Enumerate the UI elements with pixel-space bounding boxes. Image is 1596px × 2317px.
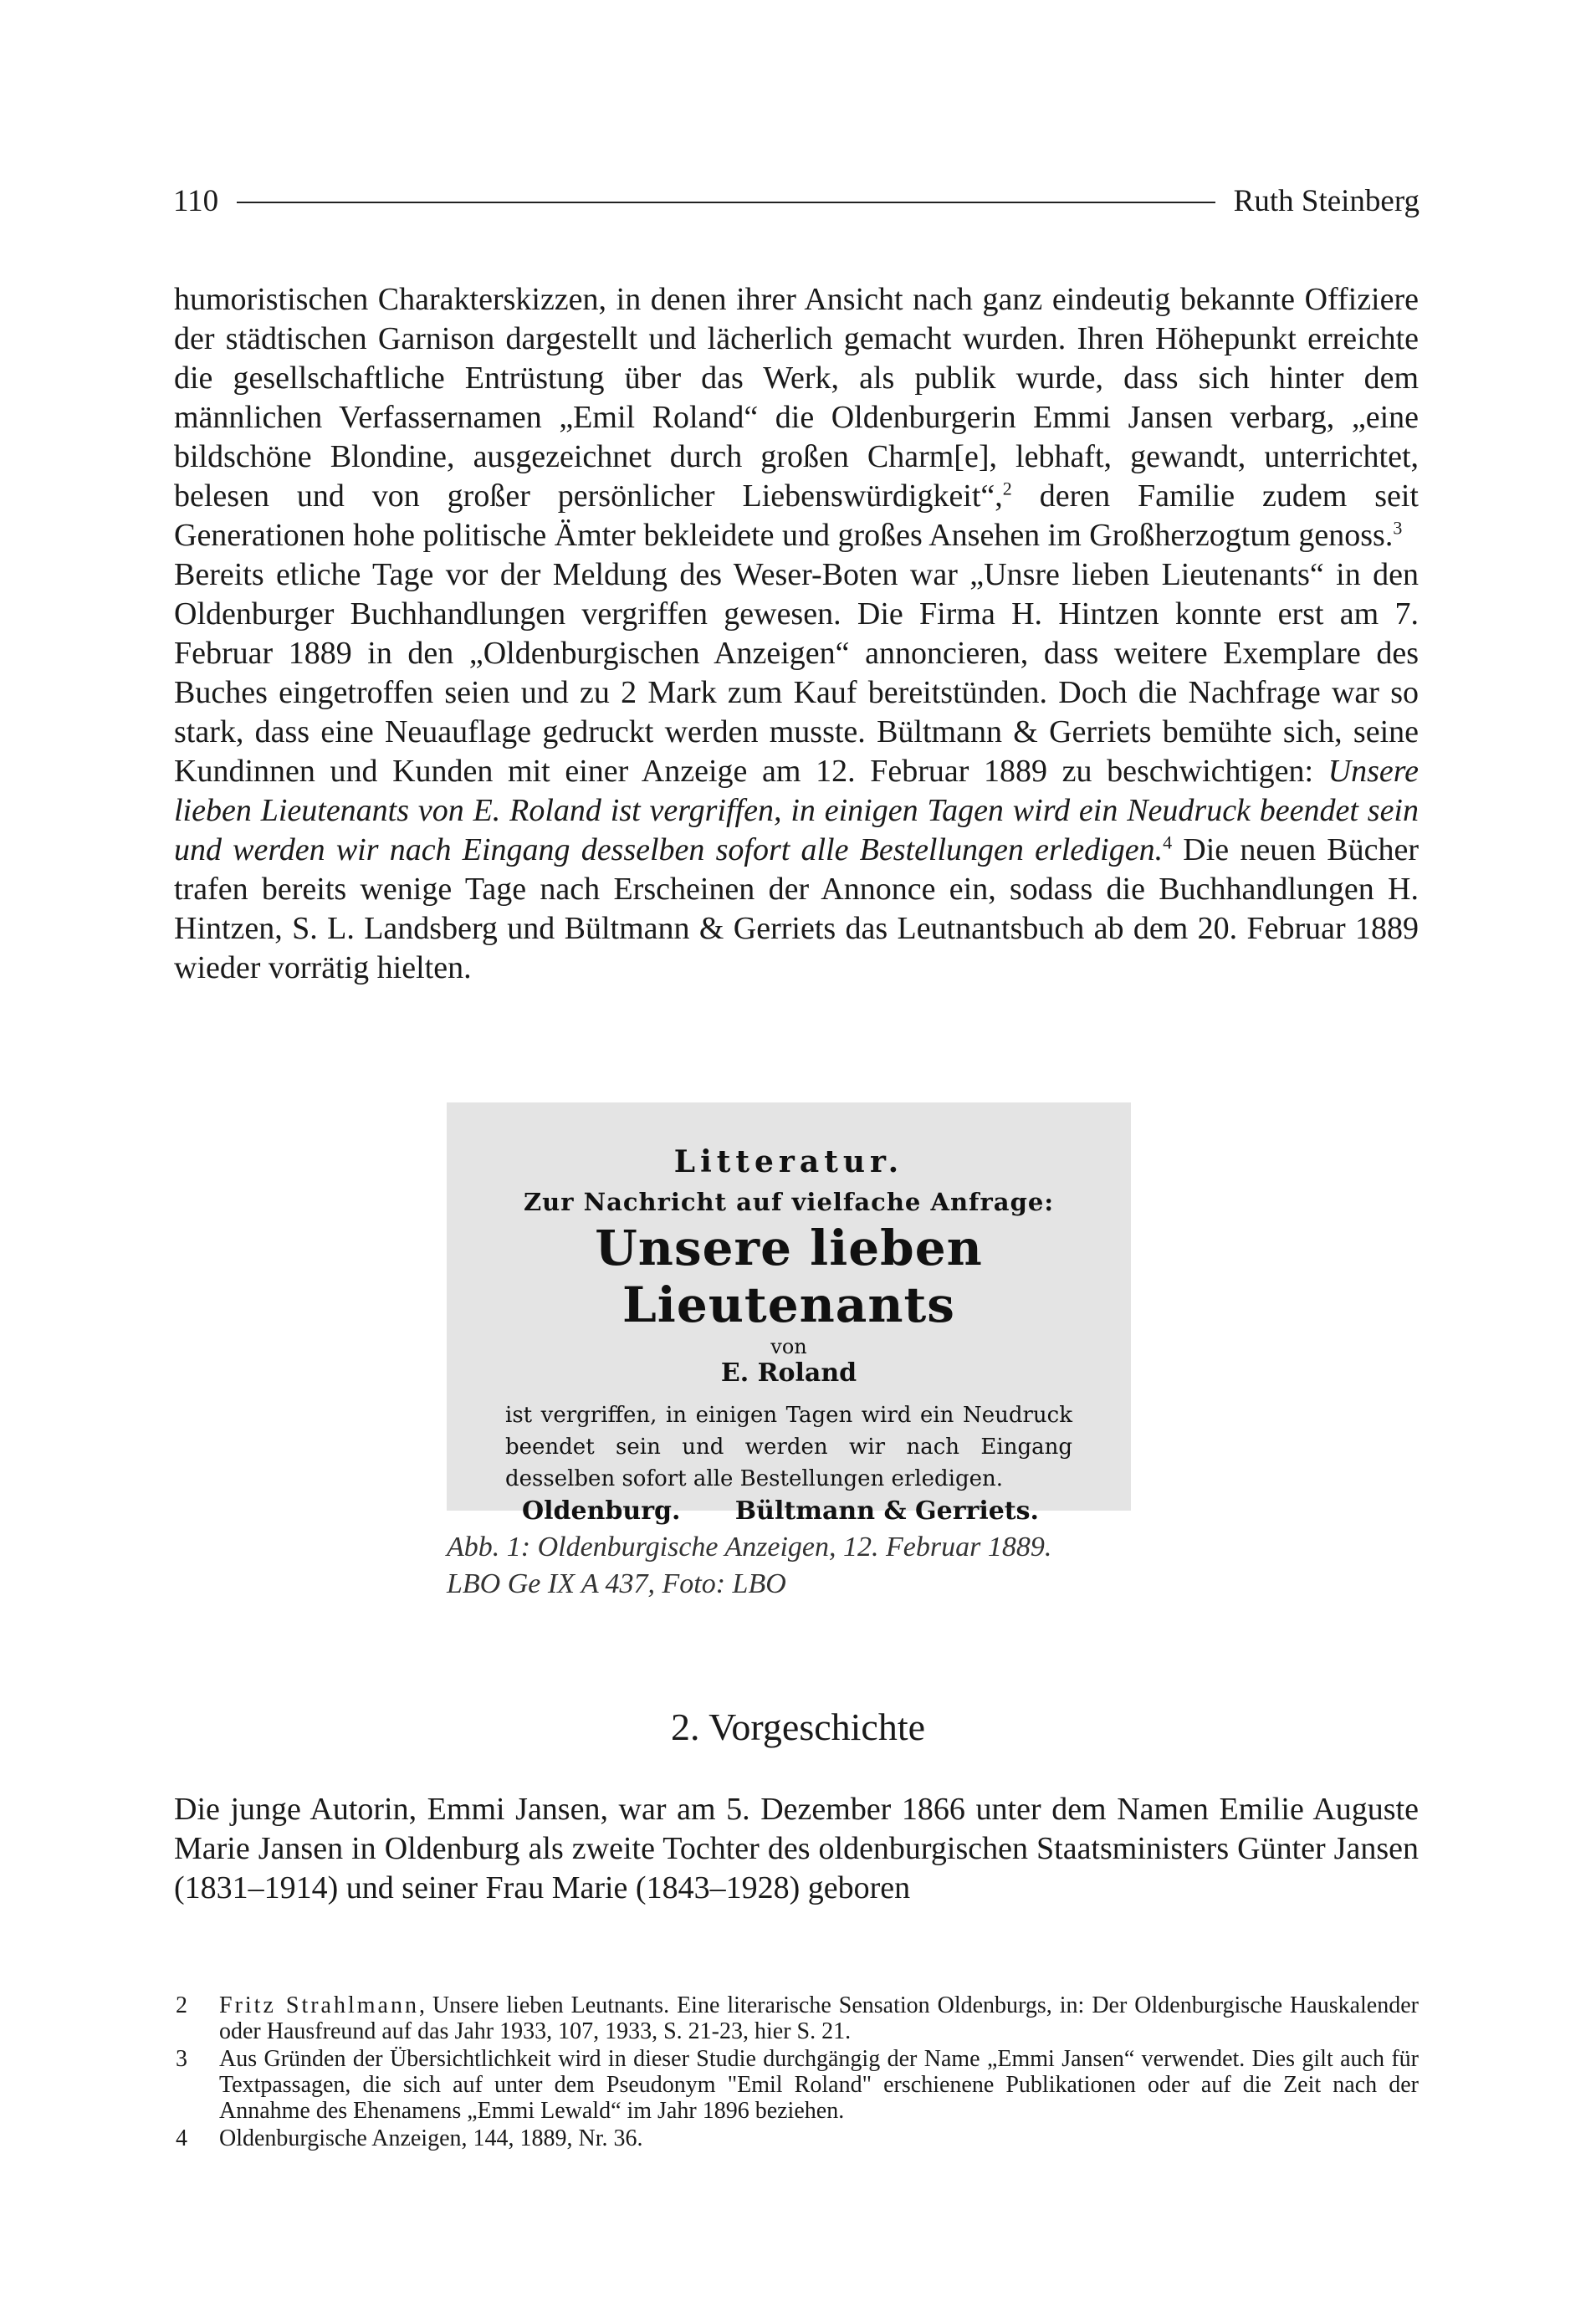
body-text — [174, 280, 1419, 988]
newspaper-ad-figure — [447, 1102, 1131, 1526]
footnote — [176, 2125, 1419, 2151]
page-header — [173, 180, 1420, 222]
section-heading: 2. Vorgeschichte — [670, 1706, 926, 1748]
ad-text: ist vergriffen, in einigen Tagen wird ein Neudruck beendet sein und werden wir nach Eingang desselben sofort alle Bestellungen erledigen. — [505, 1403, 1072, 1491]
footnote-ref-3: 3 — [1393, 517, 1403, 539]
ad-von: von — [770, 1335, 807, 1358]
ad-place: Oldenburg. — [522, 1496, 681, 1526]
footnote-author: Fritz Strahlmann — [219, 1992, 419, 2018]
footnote-text — [219, 1992, 1419, 2044]
paragraph-2-quote: Unsere lieben Lieutenants von E. Roland ist vergriffen, in einigen Tagen wird ein Neudruck beendet sein und werden wir nach Eingang desselben sofort alle Bestellungen erledigen. — [174, 754, 1419, 867]
ad-subtitle: Zur Nachricht auf vielfache Anfrage: — [523, 1188, 1055, 1216]
paragraph-1 — [174, 280, 1419, 555]
footnote — [176, 2046, 1419, 2124]
ad-signature — [522, 1496, 1039, 1526]
paragraph-1-text-a: humoristischen Charakterskizzen, in denen ihrer Ansicht nach ganz eindeutig bekannte Offiziere der städtischen Garnison dargestellt und lächerlich gemacht wurden. Ihren Höhepunkt erreichte die gesellschaftliche Entrüstung über das Werk, als publik wurde, dass sich hinter dem männlichen Verfassernamen „Emil Roland“ die Oldenburgerin Emmi Jansen verbarg, „eine bildschöne Blondine, ausgezeichnet durch großen Charm[e], lebhaft, gewandt, unterrichtet, belesen und von großer persönlicher Liebenswürdigkeit“, — [174, 282, 1419, 514]
footnote-body: , Unsere lieben Leutnants. Eine literarische Sensation Oldenburgs, in: Der Oldenburgische Hauskalender oder Hausfreund auf das Jahr 1933, 107, 1933, S. 21-23, hier S. 21. — [219, 1992, 1419, 2044]
caption-line-2: LBO Ge IX A 437, Foto: LBO — [447, 1568, 786, 1599]
figure-caption — [447, 1529, 1133, 1603]
ad-author: E. Roland — [720, 1358, 857, 1388]
paragraph-2-text-b: Die neuen Bücher trafen bereits wenige Tage nach Erscheinen der Annonce ein, sodass die Buchhandlungen H. Hintzen, S. L. Landsberg und Bültmann & Gerriets das Leutnantsbuch ab dem 20. Februar 1889 wieder vorrätig hielten. — [174, 832, 1419, 985]
running-head: Ruth Steinberg — [1233, 183, 1420, 218]
caption-line-1: Abb. 1: Oldenburgische Anzeigen, 12. Februar 1889. — [447, 1532, 1052, 1563]
footnote-number: 2 — [176, 1992, 187, 2018]
footnote-ref-4: 4 — [1163, 831, 1173, 853]
ad-title: Litteratur. — [673, 1144, 904, 1179]
footnote-number: 3 — [176, 2046, 187, 2072]
footnote-number: 4 — [176, 2125, 187, 2151]
footnote — [176, 1992, 1419, 2044]
footnote-ref-2: 2 — [1002, 478, 1012, 499]
section-text: Die junge Autorin, Emmi Jansen, war am 5. Dezember 1866 unter dem Namen Emilie Auguste Marie Jansen in Oldenburg als zweite Tochter des oldenburgischen Staatsministers Günter Jansen (1831–1914) und seiner Frau Marie (1843–1928) geboren — [174, 1792, 1419, 1905]
paragraph-1-text-b: deren Familie zudem seit Generationen hohe politische Ämter bekleidete und großes Ansehen im Großherzogtum genoss. — [174, 478, 1419, 553]
header-rule — [237, 202, 1215, 203]
footnote-text: Aus Gründen der Übersichtlichkeit wird in dieser Studie durchgängig der Name „Emmi Jansen“ verwendet. Dies gilt auch für Textpassagen, die sich auf unter dem Pseudonym "Emil Roland" erschienene Publikationen oder auf die Zeit nach der Annahme des Ehenamens „Emmi Lewald“ im Jahr 1896 beziehen. — [219, 2046, 1419, 2124]
page-number: 110 — [173, 183, 219, 218]
footnote-text: Oldenburgische Anzeigen, 144, 1889, Nr. 36. — [219, 2125, 643, 2151]
footnotes — [176, 1992, 1419, 2153]
ad-firm: Bültmann & Gerriets. — [734, 1496, 1039, 1526]
paragraph-2 — [174, 555, 1419, 988]
paragraph-2-text-a: Bereits etliche Tage vor der Meldung des Weser-Boten war „Unsre lieben Lieutenants“ in den Oldenburger Buchhandlungen vergriffen gewesen. Die Firma H. Hintzen konnte erst am 7. Februar 1889 in den „Oldenburgischen Anzeigen“ annoncieren, dass weitere Exemplare des Buches eingetroffen seien und zu 2 Mark zum Kauf bereitstünden. Doch die Nachfrage war so stark, dass eine Neuauflage gedruckt werden musste. Bültmann & Gerriets bemühte sich, seine Kundinnen und Kunden mit einer Anzeige am 12. Februar 1889 zu beschwichtigen: — [174, 557, 1419, 789]
ad-book-title: Unsere lieben Lieutenants — [595, 1220, 983, 1333]
